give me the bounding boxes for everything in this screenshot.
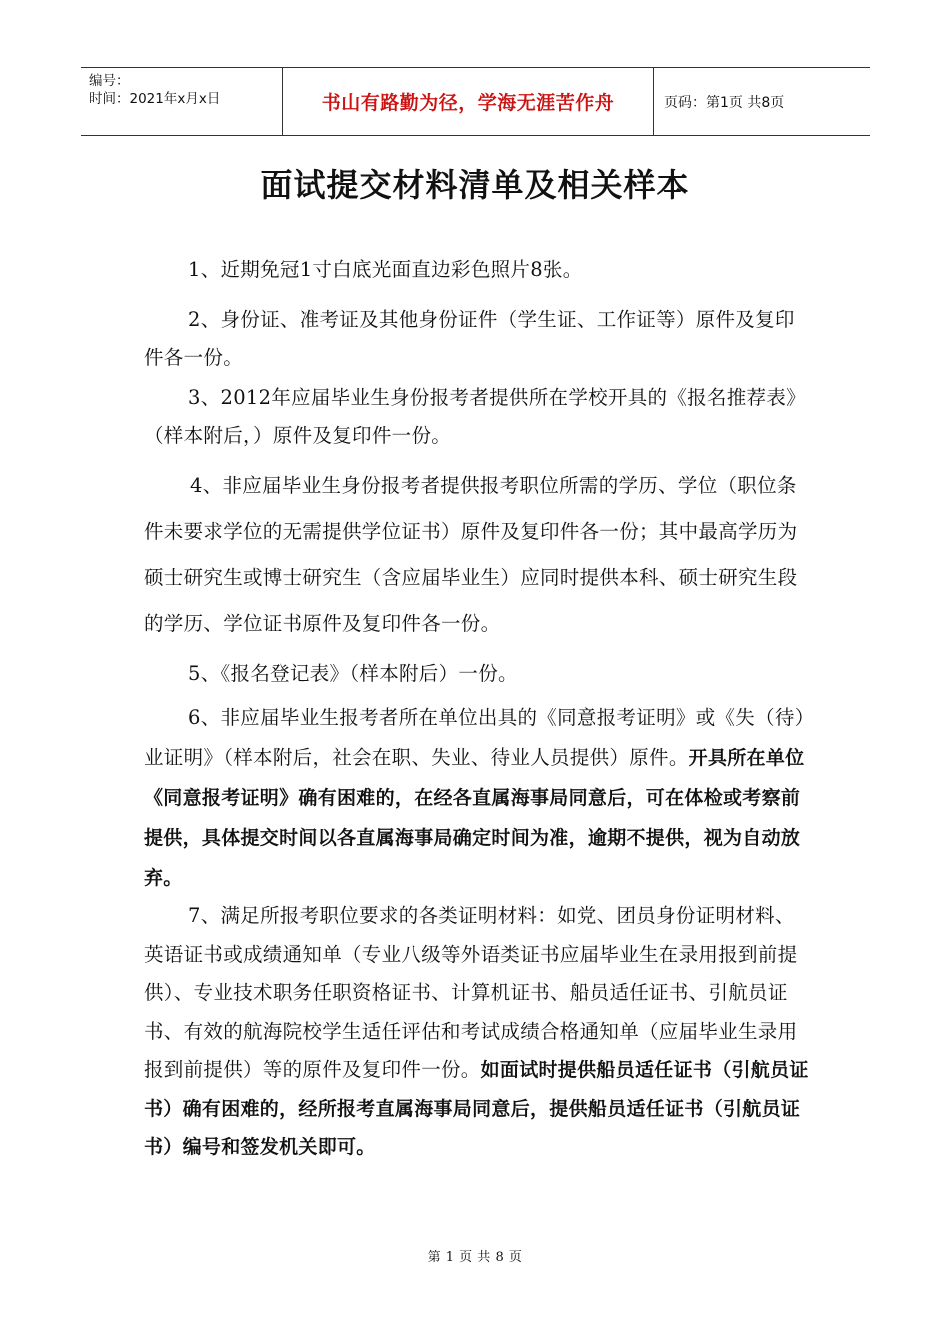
list-item-3 xyxy=(144,379,814,455)
list-item-text: 5、《报名登记表》（样本附后）一份。 xyxy=(188,662,518,685)
list-item-6 xyxy=(144,698,814,898)
document-title: 面试提交材料清单及相关样本 xyxy=(260,166,690,204)
list-item-text: 3、2012年应届毕业生身份报考者提供所在学校开具的《报名推荐表》（样本附后，）原件及复印件一份。 xyxy=(144,386,806,447)
list-item-text: 7、满足所报考职位要求的各类证明材料：如党、团员身份证明材料、英语证书或成绩通知单（专业八级等外语类证书应届毕业生在录用报到前提供）、专业技术职务任职资格证书、计算机证书、船员适任证书、引航员证书、有效的航海院校学生适任评估和考试成绩合格通知单（应届毕业生录用报到前提供）等的原件及复印件一份。 xyxy=(144,904,798,1081)
list-item-5 xyxy=(144,658,814,690)
header-meta-cell xyxy=(81,68,283,135)
header-table xyxy=(81,67,870,136)
page-footer: 第 1 页 共 8 页 xyxy=(427,1250,523,1265)
list-item-bold-note: 开具所在单位《同意报考证明》确有困难的，在经各直属海事局同意后，可在体检或考察前提供，具体提交时间以各直属海事局确定时间为准，逾期不提供，视为自动放弃。 xyxy=(144,747,805,889)
list-item-7 xyxy=(144,897,814,1167)
document-date: 时间：2021年x月x日 xyxy=(89,91,221,107)
document-number-label: 编号： xyxy=(89,73,130,89)
list-item-4 xyxy=(144,463,814,647)
list-item-text: 2、身份证、准考证及其他身份证件（学生证、工作证等）原件及复印件各一份。 xyxy=(144,308,795,369)
list-item-bold-note: 如面试时提供船员适任证书（引航员证书）确有困难的，经所报考直属海事局同意后，提供船员适任证书（引航员证书）编号和签发机关即可。 xyxy=(144,1059,809,1158)
list-item-text: 4、非应届毕业生身份报考者提供报考职位所需的学历、学位（职位条件未要求学位的无需提供学位证书）原件及复印件各一份；其中最高学历为硕士研究生或博士研究生（含应届毕业生）应同时提供本科、硕士研究生段的学历、学位证书原件及复印件各一份。 xyxy=(144,474,798,635)
list-item-2 xyxy=(144,301,814,377)
list-item-text: 6、非应届毕业生报考者所在单位出具的《同意报考证明》或《失（待）业证明》（样本附后，社会在职、失业、待业人员提供）原件。 xyxy=(144,706,805,769)
header-page-info: 页码：第1页 共8页 xyxy=(664,94,785,111)
list-item-1 xyxy=(144,256,814,284)
header-motto: 书山有路勤为径，学海无涯苦作舟 xyxy=(283,68,654,135)
list-item-text: 1、近期免冠1寸白底光面直边彩色照片8张。 xyxy=(188,258,583,281)
